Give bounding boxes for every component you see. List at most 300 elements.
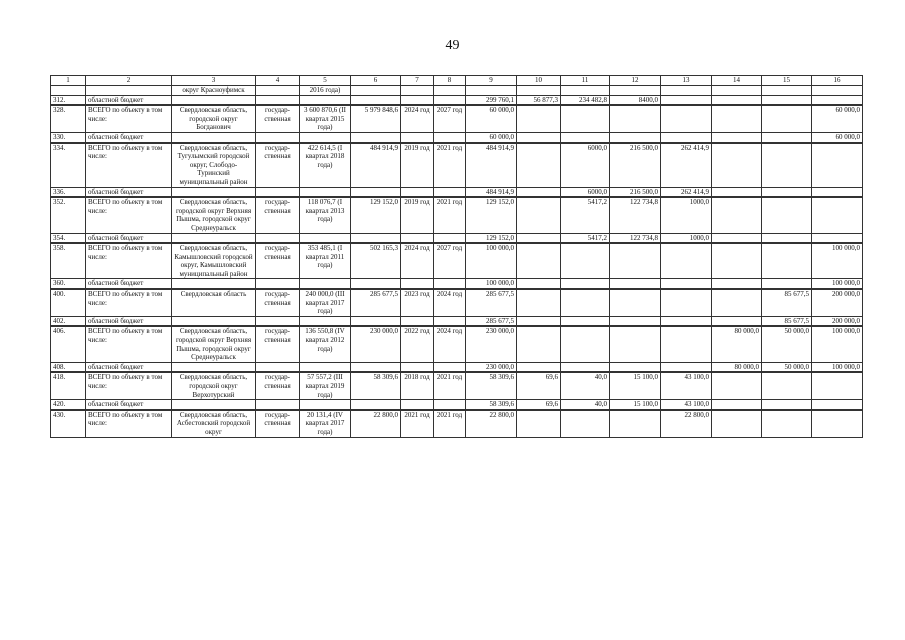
table-cell: Свердловская область [172, 289, 256, 316]
object-row [51, 410, 863, 437]
table-cell: 2021 год [434, 143, 466, 187]
table-cell: 50 000,0 [762, 362, 812, 372]
table-cell: 20 131,4 (IV квартал 2017 года) [300, 410, 351, 437]
table-cell: 240 000,0 (III квартал 2017 года) [300, 289, 351, 316]
table-cell: Свердловская область, городской округ Верхняя Пышма, городской округ Среднеуральск [172, 197, 256, 233]
table-cell [661, 132, 712, 142]
table-cell [517, 243, 561, 279]
table-cell: 285 677,5 [466, 316, 517, 326]
table-cell: ВСЕГО по объекту в том числе: [86, 410, 172, 437]
budget-row [51, 400, 863, 410]
table-cell: 100 000,0 [812, 326, 863, 362]
table-cell: 118 076,7 (I квартал 2013 года) [300, 197, 351, 233]
table-cell [256, 279, 300, 289]
table-cell: областной бюджет [86, 187, 172, 197]
table-cell: 2018 год [401, 372, 434, 399]
table-cell [712, 400, 762, 410]
table-cell [517, 289, 561, 316]
table-cell: 3 600 870,6 (II квартал 2015 года) [300, 105, 351, 132]
table-cell [661, 105, 712, 132]
table-cell [300, 400, 351, 410]
table-cell: 22 800,0 [466, 410, 517, 437]
table-cell: 100 000,0 [812, 362, 863, 372]
table-cell [812, 86, 863, 96]
table-cell: 330. [51, 132, 86, 142]
table-cell [712, 279, 762, 289]
table-cell [351, 233, 401, 243]
table-cell: 484 914,9 [466, 187, 517, 197]
table-cell: 2019 год [401, 197, 434, 233]
table-cell: 230 000,0 [351, 326, 401, 362]
table-cell [517, 143, 561, 187]
table-cell [661, 279, 712, 289]
table-cell [812, 95, 863, 105]
column-header: 2 [86, 76, 172, 86]
table-cell: 422 614,5 (I квартал 2018 года) [300, 143, 351, 187]
table-cell: 336. [51, 187, 86, 197]
table-cell [172, 132, 256, 142]
table-cell: Свердловская область, Асбестовский городской округ [172, 410, 256, 437]
table-cell: 15 100,0 [610, 372, 661, 399]
column-header: 6 [351, 76, 401, 86]
table-cell: 2027 год [434, 105, 466, 132]
column-header: 16 [812, 76, 863, 86]
table-cell: 352. [51, 197, 86, 233]
table-cell [762, 143, 812, 187]
table-cell [517, 132, 561, 142]
table-cell: 285 677,5 [351, 289, 401, 316]
table-cell [812, 400, 863, 410]
table-cell [762, 95, 812, 105]
table-cell: 129 152,0 [466, 233, 517, 243]
column-header: 1 [51, 76, 86, 86]
column-header: 7 [401, 76, 434, 86]
table-cell [434, 86, 466, 96]
table-cell [762, 233, 812, 243]
table-cell [812, 372, 863, 399]
table-cell [300, 316, 351, 326]
table-cell: 2023 год [401, 289, 434, 316]
table-cell [351, 187, 401, 197]
table-cell [762, 197, 812, 233]
column-header: 12 [610, 76, 661, 86]
table-cell [517, 197, 561, 233]
table-cell: государ-ственная [256, 105, 300, 132]
table-cell: 353 485,1 (I квартал 2011 года) [300, 243, 351, 279]
table-cell [434, 316, 466, 326]
table-cell: Свердловская область, городской округ Верхотурский [172, 372, 256, 399]
table-cell [401, 362, 434, 372]
table-cell [561, 279, 610, 289]
table-cell: 2024 год [434, 326, 466, 362]
column-header: 3 [172, 76, 256, 86]
table-cell: 58 309,6 [466, 372, 517, 399]
table-cell [661, 289, 712, 316]
object-row [51, 289, 863, 316]
table-cell: 2027 год [434, 243, 466, 279]
table-cell [712, 86, 762, 96]
table-cell: 5417,2 [561, 197, 610, 233]
header-row [51, 76, 863, 86]
table-cell: 200 000,0 [812, 316, 863, 326]
table-cell: 5417,2 [561, 233, 610, 243]
table-cell: государ-ственная [256, 410, 300, 437]
table-cell [517, 86, 561, 96]
table-cell [300, 132, 351, 142]
table-cell: 122 734,8 [610, 233, 661, 243]
column-header: 9 [466, 76, 517, 86]
table-cell [517, 233, 561, 243]
table-cell: 2021 год [434, 410, 466, 437]
table-cell [610, 279, 661, 289]
table-cell [466, 86, 517, 96]
table-cell [762, 187, 812, 197]
table-cell [172, 95, 256, 105]
table-cell: 1000,0 [661, 197, 712, 233]
table-cell [812, 410, 863, 437]
table-cell [610, 105, 661, 132]
table-cell [661, 95, 712, 105]
table-cell [86, 86, 172, 96]
table-cell [434, 95, 466, 105]
table-cell [610, 243, 661, 279]
table-cell [762, 410, 812, 437]
table-cell [401, 95, 434, 105]
table-cell [256, 362, 300, 372]
table-cell [172, 316, 256, 326]
object-row [51, 243, 863, 279]
table-cell: 328. [51, 105, 86, 132]
table-cell: 57 557,2 (III квартал 2019 года) [300, 372, 351, 399]
table-cell: 400. [51, 289, 86, 316]
table-cell: Свердловская область, городской округ Богданович [172, 105, 256, 132]
table-cell: 2021 год [434, 372, 466, 399]
table-cell: 430. [51, 410, 86, 437]
table-cell [610, 410, 661, 437]
table-cell: ВСЕГО по объекту в том числе: [86, 372, 172, 399]
table-cell [561, 362, 610, 372]
table-cell: 100 000,0 [466, 279, 517, 289]
table-cell [712, 187, 762, 197]
table-cell [401, 233, 434, 243]
table-cell [172, 233, 256, 243]
table-cell: ВСЕГО по объекту в том числе: [86, 197, 172, 233]
table-cell [561, 86, 610, 96]
table-cell [712, 143, 762, 187]
table-cell [812, 143, 863, 187]
table-cell: 354. [51, 233, 86, 243]
table-cell [517, 362, 561, 372]
table-cell: областной бюджет [86, 362, 172, 372]
table-cell [517, 410, 561, 437]
table-cell: 2019 год [401, 143, 434, 187]
table-cell: 22 800,0 [351, 410, 401, 437]
table-cell: 43 100,0 [661, 400, 712, 410]
table-cell: государ-ственная [256, 197, 300, 233]
table-cell: 100 000,0 [812, 279, 863, 289]
table-cell: округ Красноуфимск [172, 86, 256, 96]
table-cell: государ-ственная [256, 326, 300, 362]
table-cell [434, 233, 466, 243]
table-cell [172, 362, 256, 372]
table-cell [300, 233, 351, 243]
table-cell: 58 309,6 [351, 372, 401, 399]
table-cell: 69,6 [517, 400, 561, 410]
funding-table [50, 75, 863, 438]
table-cell [712, 243, 762, 279]
table-cell: 2016 года) [300, 86, 351, 96]
table-cell: 129 152,0 [466, 197, 517, 233]
table-cell [351, 362, 401, 372]
table-cell: 358. [51, 243, 86, 279]
object-row [51, 372, 863, 399]
table-cell [172, 187, 256, 197]
table-cell: 122 734,8 [610, 197, 661, 233]
table-cell [561, 132, 610, 142]
table-cell: государ-ственная [256, 243, 300, 279]
table-cell [351, 86, 401, 96]
table-cell [610, 132, 661, 142]
table-cell: 216 500,0 [610, 187, 661, 197]
table-cell [610, 316, 661, 326]
table-cell [517, 279, 561, 289]
table-cell [812, 197, 863, 233]
table-cell: 234 482,8 [561, 95, 610, 105]
table-cell [351, 316, 401, 326]
table-cell: 285 677,5 [466, 289, 517, 316]
table-cell [256, 132, 300, 142]
table-cell: областной бюджет [86, 95, 172, 105]
table-cell: 40,0 [561, 400, 610, 410]
table-cell [434, 400, 466, 410]
table-cell [712, 233, 762, 243]
table-cell [517, 187, 561, 197]
table-cell: 484 914,9 [466, 143, 517, 187]
table-cell [812, 233, 863, 243]
table-cell: 85 677,5 [762, 316, 812, 326]
table-cell [517, 105, 561, 132]
column-header: 8 [434, 76, 466, 86]
table-cell: 200 000,0 [812, 289, 863, 316]
table-cell [401, 86, 434, 96]
table-cell [661, 362, 712, 372]
table-cell [661, 243, 712, 279]
table-cell: 60 000,0 [812, 132, 863, 142]
table-cell [401, 187, 434, 197]
table-cell [172, 279, 256, 289]
table-cell: областной бюджет [86, 400, 172, 410]
table-cell: Свердловская область, Тугулымский городской округ, Слободо-Туринский муниципальный район [172, 143, 256, 187]
table-cell: 262 414,9 [661, 187, 712, 197]
budget-row [51, 95, 863, 105]
budget-row [51, 187, 863, 197]
table-cell: 60 000,0 [812, 105, 863, 132]
column-header: 4 [256, 76, 300, 86]
table-cell [256, 316, 300, 326]
table-cell: 402. [51, 316, 86, 326]
object-row [51, 197, 863, 233]
table-cell: государ-ственная [256, 289, 300, 316]
table-cell: областной бюджет [86, 233, 172, 243]
table-cell [256, 187, 300, 197]
table-cell: 58 309,6 [466, 400, 517, 410]
table-cell [401, 400, 434, 410]
table-cell: государ-ственная [256, 372, 300, 399]
table-cell: 5 979 848,6 [351, 105, 401, 132]
table-cell [434, 279, 466, 289]
table-cell: 129 152,0 [351, 197, 401, 233]
table-cell [762, 86, 812, 96]
table-cell [434, 362, 466, 372]
column-header: 5 [300, 76, 351, 86]
table-cell [762, 400, 812, 410]
column-header: 10 [517, 76, 561, 86]
table-cell [712, 197, 762, 233]
table-cell: 80 000,0 [712, 326, 762, 362]
table-cell [610, 326, 661, 362]
table-cell: 360. [51, 279, 86, 289]
table-cell: 80 000,0 [712, 362, 762, 372]
table-cell: областной бюджет [86, 132, 172, 142]
table-cell: 50 000,0 [762, 326, 812, 362]
table-cell [712, 95, 762, 105]
object-row [51, 105, 863, 132]
table-cell: 334. [51, 143, 86, 187]
table-cell [712, 410, 762, 437]
table-cell: ВСЕГО по объекту в том числе: [86, 105, 172, 132]
table-cell: 230 000,0 [466, 326, 517, 362]
table-cell [300, 95, 351, 105]
table-cell [712, 316, 762, 326]
table-cell: 136 550,8 (IV квартал 2012 года) [300, 326, 351, 362]
table-cell: ВСЕГО по объекту в том числе: [86, 243, 172, 279]
table-cell: 484 914,9 [351, 143, 401, 187]
budget-row [51, 233, 863, 243]
budget-row [51, 279, 863, 289]
table-cell: 230 000,0 [466, 362, 517, 372]
budget-row [51, 362, 863, 372]
table-cell [561, 326, 610, 362]
table-cell [712, 132, 762, 142]
table-cell: 43 100,0 [661, 372, 712, 399]
table-cell [561, 410, 610, 437]
table-cell: 56 877,3 [517, 95, 561, 105]
table-cell [661, 86, 712, 96]
table-cell [256, 400, 300, 410]
table-cell: 8400,0 [610, 95, 661, 105]
table-cell [812, 187, 863, 197]
table-cell: 100 000,0 [812, 243, 863, 279]
table-cell: 85 677,5 [762, 289, 812, 316]
table-cell: 216 500,0 [610, 143, 661, 187]
table-cell: 502 165,3 [351, 243, 401, 279]
table-cell [762, 372, 812, 399]
table-cell [351, 132, 401, 142]
object-row [51, 86, 863, 96]
table-cell: 2022 год [401, 326, 434, 362]
table-cell: 262 414,9 [661, 143, 712, 187]
object-row [51, 143, 863, 187]
table-cell [351, 400, 401, 410]
table-cell [434, 132, 466, 142]
table-cell [561, 289, 610, 316]
table-cell: Свердловская область, городской округ Верхняя Пышма, городской округ Среднеуральск [172, 326, 256, 362]
table-cell: Свердловская область, Камышловский городской округ, Камышловский муниципальный район [172, 243, 256, 279]
table-cell [561, 316, 610, 326]
table-cell [256, 233, 300, 243]
table-cell: ВСЕГО по объекту в том числе: [86, 326, 172, 362]
table-cell [300, 279, 351, 289]
table-cell [712, 372, 762, 399]
table-cell [256, 86, 300, 96]
table-cell: 2024 год [401, 105, 434, 132]
table-cell [434, 187, 466, 197]
table-cell [401, 279, 434, 289]
table-cell [517, 316, 561, 326]
table-cell [762, 279, 812, 289]
table-cell: 299 760,1 [466, 95, 517, 105]
table-cell [517, 326, 561, 362]
table-cell: 2021 год [434, 197, 466, 233]
page-number: 49 [445, 38, 460, 53]
table-cell: 408. [51, 362, 86, 372]
table-cell: 2021 год [401, 410, 434, 437]
table-cell [401, 316, 434, 326]
table-cell: 60 000,0 [466, 132, 517, 142]
table-cell: областной бюджет [86, 316, 172, 326]
table-cell: государ-ственная [256, 143, 300, 187]
table-cell: 40,0 [561, 372, 610, 399]
table-cell: областной бюджет [86, 279, 172, 289]
table-cell [401, 132, 434, 142]
table-cell [351, 279, 401, 289]
table-cell: 406. [51, 326, 86, 362]
table-cell: 15 100,0 [610, 400, 661, 410]
table-cell [51, 86, 86, 96]
column-header: 11 [561, 76, 610, 86]
table-cell [561, 105, 610, 132]
table-cell [762, 105, 812, 132]
table-cell: 1000,0 [661, 233, 712, 243]
budget-row [51, 132, 863, 142]
table-cell [762, 132, 812, 142]
table-cell [610, 362, 661, 372]
table-cell: 6000,0 [561, 143, 610, 187]
table-cell [610, 86, 661, 96]
table-cell: 100 000,0 [466, 243, 517, 279]
table-cell: 2024 год [401, 243, 434, 279]
table-cell: ВСЕГО по объекту в том числе: [86, 289, 172, 316]
column-header: 15 [762, 76, 812, 86]
table-cell [712, 289, 762, 316]
table-cell [351, 95, 401, 105]
table-cell: 312. [51, 95, 86, 105]
table-cell [300, 187, 351, 197]
table-cell [300, 362, 351, 372]
table-cell: 22 800,0 [661, 410, 712, 437]
table-cell: 420. [51, 400, 86, 410]
table-cell [256, 95, 300, 105]
table-cell [561, 243, 610, 279]
table-cell [661, 316, 712, 326]
table-cell [712, 105, 762, 132]
table-cell [172, 400, 256, 410]
table-cell: 418. [51, 372, 86, 399]
table-cell: 2024 год [434, 289, 466, 316]
table-cell: 69,6 [517, 372, 561, 399]
object-row [51, 326, 863, 362]
column-header: 13 [661, 76, 712, 86]
